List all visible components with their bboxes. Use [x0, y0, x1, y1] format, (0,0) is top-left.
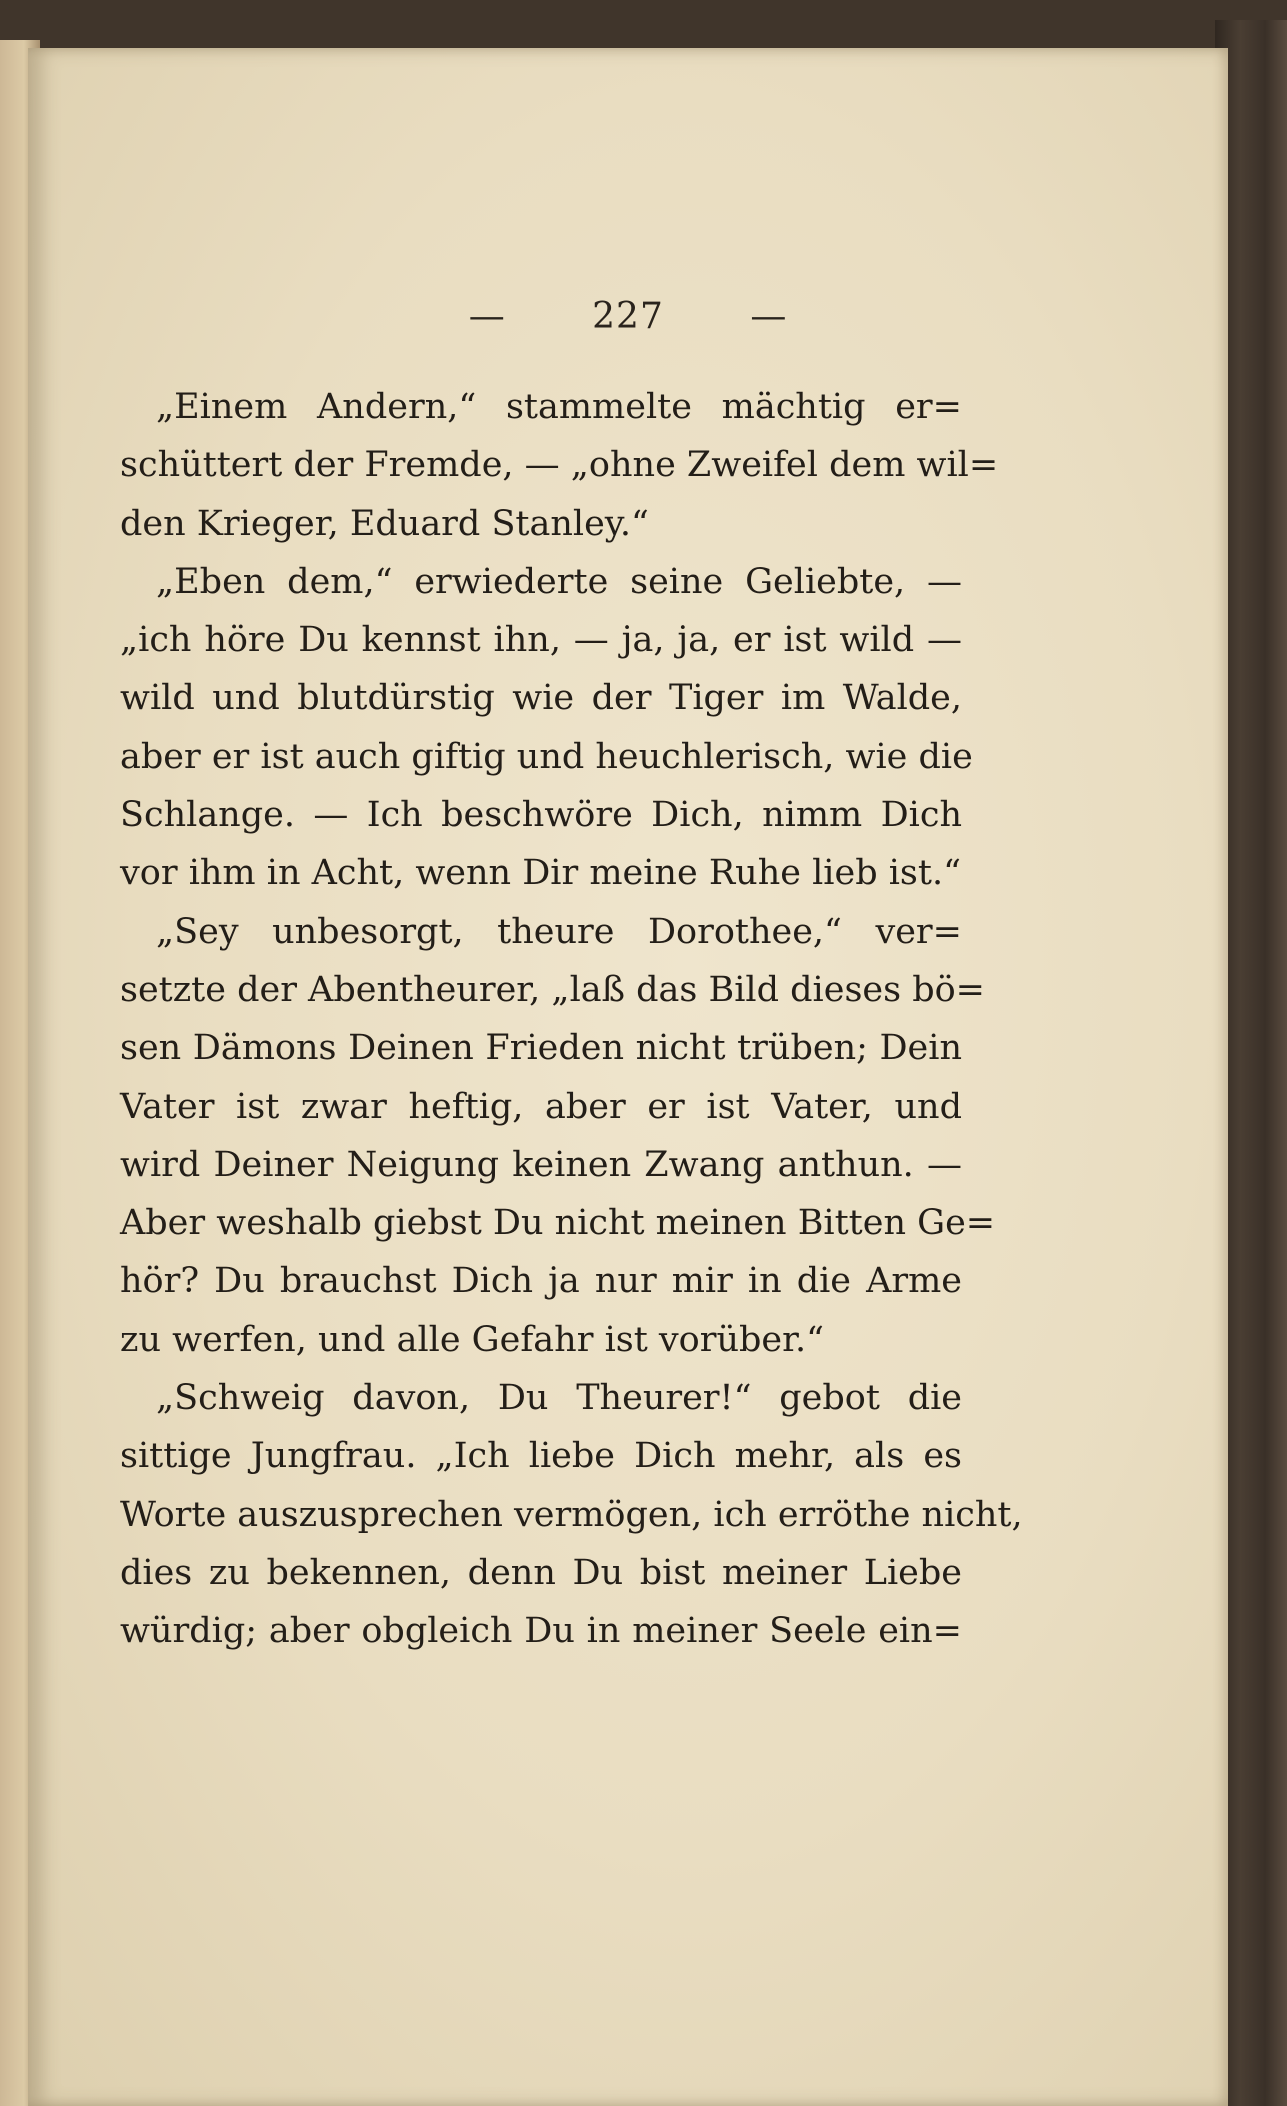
text-line: „Schweig davon, Du Theurer!“ gebot die — [156, 1378, 962, 1419]
header-dash-left: — — [468, 296, 506, 337]
text-line: schüttert der Fremde, — „ohne Zweifel dem wil= — [120, 445, 999, 486]
text-line: sen Dämons Deinen Frieden nicht trüben; Dein — [120, 1028, 962, 1069]
text-line: „Sey unbesorgt, theure Dorothee,“ ver= — [156, 911, 962, 952]
text-line: hör? Du brauchst Dich ja nur mir in die Arme — [120, 1261, 962, 1302]
text-line: „Eben dem,“ erwiederte seine Geliebte, — — [156, 561, 962, 602]
text-line: setzte der Abentheurer, „laß das Bild dieses bö= — [120, 969, 986, 1010]
text-line: vor ihm in Acht, wenn Dir meine Ruhe lieb ist.“ — [120, 853, 961, 894]
body-text — [120, 378, 1023, 1661]
text-line: Vater ist zwar heftig, aber er ist Vater, und — [120, 1086, 962, 1127]
text-line: dies zu bekennen, denn Du bist meiner Liebe — [120, 1552, 962, 1593]
text-line: wird Deiner Neigung keinen Zwang anthun. — — [120, 1144, 962, 1185]
text-line: zu werfen, und alle Gefahr ist vorüber.“ — [120, 1319, 825, 1360]
text-line: „ich höre Du kennst ihn, — ja, ja, er ist wild — — [120, 620, 962, 661]
text-line: Aber weshalb giebst Du nicht meinen Bitten Ge= — [120, 1203, 996, 1244]
text-line: Schlange. — Ich beschwöre Dich, nimm Dich — [120, 795, 962, 836]
page-sheet — [28, 48, 1228, 2106]
text-line: Worte auszusprechen vermögen, ich erröthe nicht, — [120, 1494, 1023, 1535]
text-line: wild und blutdürstig wie der Tiger im Walde, — [120, 678, 962, 719]
text-line: „Einem Andern,“ stammelte mächtig er= — [156, 387, 962, 427]
page-number: 227 — [592, 296, 664, 337]
page-header — [28, 296, 1228, 337]
header-dash-right: — — [750, 296, 788, 337]
text-line: würdig; aber obgleich Du in meiner Seele ein= — [120, 1611, 962, 1652]
text-line: sittige Jungfrau. „Ich liebe Dich mehr, als es — [120, 1436, 962, 1477]
text-line: aber er ist auch giftig und heuchlerisch, wie die — [120, 736, 973, 777]
text-line: den Krieger, Eduard Stanley.“ — [120, 503, 649, 544]
